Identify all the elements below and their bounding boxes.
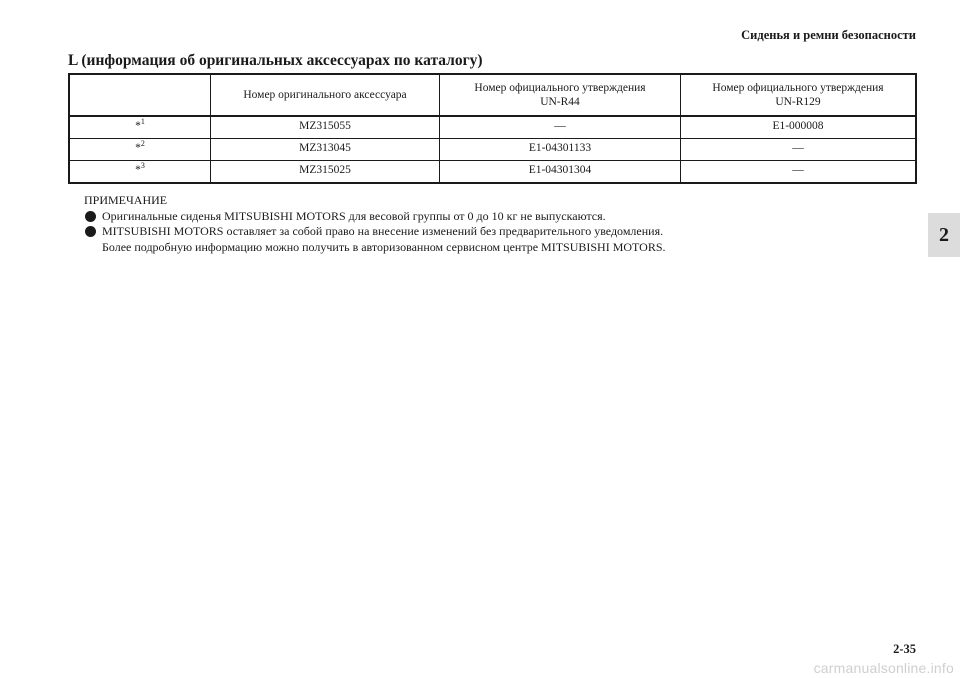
- table-header-cell: Номер официального утверждения UN-R129: [681, 74, 917, 116]
- accessory-table: [68, 73, 917, 184]
- note-title: ПРИМЕЧАНИЕ: [84, 193, 168, 207]
- note-block: [84, 193, 924, 255]
- chapter-tab-label: 2: [939, 223, 949, 246]
- section-title: L (информация об оригинальных аксессуарах по каталогу): [68, 52, 483, 69]
- note-continuation-text: Более подробную информацию можно получить в авторизованном сервисном центре MITSUBISHI MOTORS.: [102, 239, 666, 254]
- note-item-text: MITSUBISHI MOTORS оставляет за собой право на внесение изменений без предварительного уведомления.: [102, 224, 664, 238]
- table-header-cell: [69, 74, 211, 116]
- r129-approval: —: [681, 139, 917, 161]
- table-row: [69, 139, 916, 161]
- table-header-row: [69, 74, 916, 116]
- note-item: [84, 224, 924, 240]
- r129-approval: —: [681, 161, 917, 184]
- r44-approval: —: [440, 116, 681, 139]
- bullet-icon: [85, 226, 96, 237]
- row-mark: *$^3$: [69, 161, 211, 184]
- row-mark: *$^1$: [69, 116, 211, 139]
- table-row: [69, 161, 916, 184]
- note-item-text: Оригинальные сиденья MITSUBISHI MOTORS для весовой группы от 0 до 10 кг не выпускаются.: [102, 208, 606, 223]
- row-mark: *$^2$: [69, 139, 211, 161]
- watermark: carmanualsonline.info: [813, 660, 954, 676]
- note-continuation: [84, 240, 924, 256]
- accessory-number: MZ315055: [211, 116, 440, 139]
- page-header-title: Сиденья и ремни безопасности: [741, 28, 916, 42]
- table-header-cell: Номер официального утверждения UN-R44: [440, 74, 681, 116]
- r129-approval: E1-000008: [681, 116, 917, 139]
- r44-approval: E1-04301304: [440, 161, 681, 184]
- accessory-number: MZ315025: [211, 161, 440, 184]
- note-item: [84, 209, 924, 225]
- bullet-icon: [85, 211, 96, 222]
- table-row: [69, 116, 916, 139]
- r44-approval: E1-04301133: [440, 139, 681, 161]
- chapter-tab: [928, 213, 960, 257]
- accessory-number: MZ313045: [211, 139, 440, 161]
- page-number: 2-35: [893, 642, 916, 656]
- table-header-cell: Номер оригинального аксессуара: [211, 74, 440, 116]
